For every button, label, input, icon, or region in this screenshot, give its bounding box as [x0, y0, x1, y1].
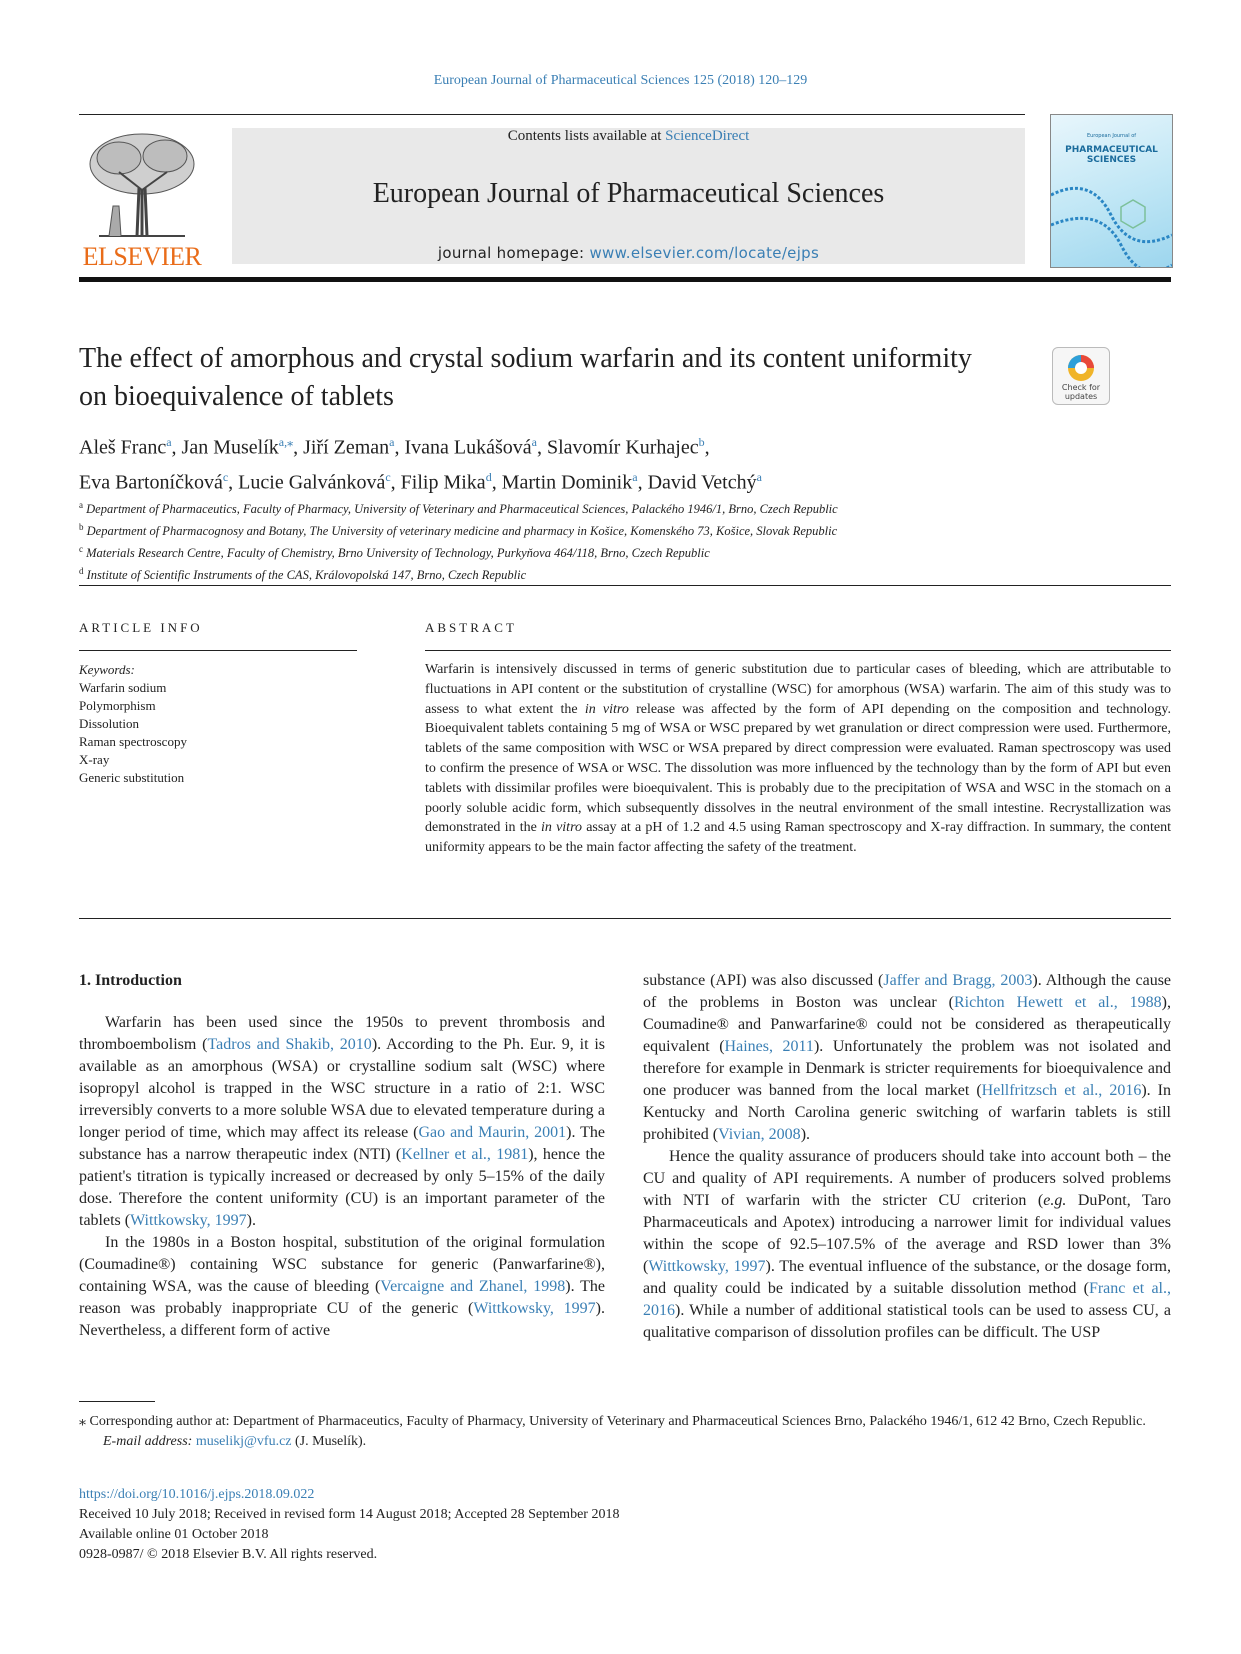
author-name: Jiří Zeman: [303, 436, 390, 459]
author-name: Eva Bartoníčková: [79, 471, 223, 494]
body-text: ). While a number of additional statistical tools can be used to assess CU, a qualitative comparison of dissolution profiles can be difficult. The USP: [643, 1302, 1171, 1341]
keywords-block: [79, 661, 359, 787]
publication-info: [79, 1485, 979, 1565]
journal-name: European Journal of Pharmaceutical Sciences: [372, 178, 885, 209]
citation-link[interactable]: Wittkowsky, 1997: [473, 1300, 596, 1317]
author-name: Jan Muselík: [181, 436, 279, 459]
citation-link[interactable]: Haines, 2011: [724, 1038, 814, 1055]
journal-cover-thumbnail[interactable]: [1050, 114, 1173, 268]
check-updates-icon: [1053, 348, 1109, 388]
author-affil-mark[interactable]: b: [698, 435, 705, 449]
abstract-italic: in vitro: [541, 820, 583, 836]
homepage-link[interactable]: www.elsevier.com/locate/ejps: [589, 244, 820, 262]
body-text: ). Nevertheless, a different form of active: [79, 1300, 605, 1339]
citation-link[interactable]: Tadros and Shakib, 2010: [207, 1036, 372, 1053]
affiliation-mark: a: [79, 500, 83, 510]
body-paragraph: [79, 1012, 605, 1232]
citation-link[interactable]: Kellner et al., 1981: [401, 1146, 529, 1163]
author-affil-mark[interactable]: c: [222, 469, 229, 484]
author-line-2: Eva Bartoníčková$^c$, Lucie Galvánková$^c$, Filip Mika$^d$, Martin Dominik$^a$, David Vetchý$^a$: [79, 469, 762, 494]
body-paragraph: [643, 1146, 1171, 1344]
email-line: [79, 1432, 1171, 1452]
header-thick-divider: [79, 277, 1171, 282]
author-name: Slavomír Kurhajec: [547, 436, 699, 459]
body-text: ). Unfortunately the problem was not isolated and therefore for example in Denmark is stricter requirements for bioequivalence and one producer was banned from the local market (: [643, 1038, 1172, 1099]
body-text: In the 1980s in a Boston hospital, substitution of the original formulation (Coumadine®) containing WSC substance for generic (Panwarfarine®), containing WSA, was the cause of bleeding (: [79, 1234, 605, 1295]
affiliation-item: [79, 540, 1171, 562]
affiliation-mark: c: [79, 544, 83, 555]
body-text: ), hence the patient's titration is typically increased or decreased by only 5–15% of the daily dose. Therefore the content uniformity (CU) is an important parameter of the tablets (: [79, 1146, 605, 1229]
keyword-item: Polymorphism: [79, 698, 156, 713]
check-updates-label: Check for updates: [1061, 383, 1101, 401]
abstract-segment: assay at a pH of 1.2 and 4.5 using Raman spectroscopy and X-ray diffraction. In summary, the content uniformity appears to be the main factor affecting the safety of the treatment.: [425, 820, 1172, 856]
abstract-segment: Warfarin is intensively discussed in terms of generic substitution due to particular cases of bleeding, which are attributable to fluctuations in API content or the substitution of crystalline (WSC) for amorphous (WSA) warfarin. The aim of this study was to assess to what extent the: [425, 662, 1171, 717]
introduction-heading: 1. Introduction: [79, 972, 182, 989]
author-name: Ivana Lukášová: [404, 436, 532, 459]
affiliation-text: Department of Pharmaceutics, Faculty of Pharmacy, University of Veterinary and Pharmaceutical Sciences, Palackého 1946/1, Brno, Czech Republic: [86, 502, 838, 517]
author-affil-mark[interactable]: a: [389, 435, 395, 449]
top-divider: [79, 114, 1025, 115]
email-label: E-mail address:: [103, 1434, 196, 1449]
abstract-italic: in vitro: [584, 701, 629, 717]
affiliation-text: Materials Research Centre, Faculty of Chemistry, Brno University of Technology, Purkyňova 464/118, Brno, Czech Republic: [86, 546, 710, 561]
body-text: ). In Kentucky and North Carolina generic switching of warfarin tablets is still prohibited (: [643, 1082, 1171, 1143]
citation-link[interactable]: Jaffer and Bragg, 2003: [883, 972, 1033, 989]
body-text: ). The substance has a narrow therapeutic index (NTI) (: [79, 1124, 605, 1163]
author-affil-mark[interactable]: d: [485, 469, 492, 484]
citation-link[interactable]: Wittkowsky, 1997: [648, 1258, 766, 1275]
contents-available-line: [232, 128, 1025, 145]
affiliation-divider: [79, 585, 1171, 586]
sciencedirect-link[interactable]: ScienceDirect: [665, 128, 750, 144]
body-text: DuPont, Taro Pharmaceuticals and Apotex) introducing a narrower limit for individual values within the scope of 92.5–107.5% of the average and RSD lower than 3% (: [643, 1192, 1172, 1275]
body-text: Warfarin has been used since the 1950s to prevent thrombosis and thromboembolism (: [79, 1014, 605, 1053]
body-text: ). Although the cause of the problems in Boston was unclear (: [643, 972, 1172, 1011]
body-column-left: [79, 1012, 605, 1342]
body-paragraph: [643, 970, 1171, 1146]
author-name: Lucie Galvánková: [238, 471, 386, 494]
author-affil-mark[interactable]: c: [385, 469, 391, 484]
journal-homepage-line: [232, 244, 1025, 262]
affiliations-list: [79, 496, 1171, 585]
author-affil-mark[interactable]: a: [632, 469, 638, 484]
author-list: [79, 428, 1079, 497]
body-text: ). The eventual influence of the substance, or the dosage form, and quality could be indicated by a suitable dissolution method (: [643, 1258, 1171, 1297]
contents-prefix: Contents lists available at: [507, 128, 666, 144]
author-affil-mark[interactable]: a: [166, 435, 172, 449]
author-affil-mark[interactable]: a: [756, 469, 762, 484]
email-link[interactable]: muselikj@vfu.cz: [195, 1434, 292, 1449]
abstract-divider: [425, 650, 1171, 651]
author-name: Filip Mika: [400, 471, 486, 494]
author-name: Aleš Franc: [79, 436, 167, 459]
affiliation-item: [79, 496, 1171, 518]
homepage-prefix: journal homepage:: [437, 244, 590, 262]
body-column-right: [643, 970, 1171, 1344]
body-text: ). According to the Ph. Eur. 9, it is available as an amorphous (WSA) or crystalline sodium salt (WSC) where isopropyl alcohol is trapped in the WSC structure in a ratio of 2:1. WSC irreversibly converts to a more soluble WSA due to elevated temperature during a longer period of time, which may affect its release (: [79, 1036, 606, 1141]
citation-link[interactable]: Vivian, 2008: [718, 1126, 801, 1143]
citation-link[interactable]: Hellfritzsch et al., 2016: [981, 1082, 1142, 1099]
article-info-heading: ARTICLE INFO: [79, 620, 203, 635]
corresponding-author-text: ⁎ Corresponding author at: Department of Pharmaceutics, Faculty of Pharmacy, University of Veterinary and Pharmaceutical Sciences Brno, Palackého 1946/1, 612 42 Brno, Czech Republic.: [79, 1414, 1146, 1429]
body-text: ).: [800, 1126, 811, 1143]
author-name: David Vetchý: [647, 471, 757, 494]
citation-link[interactable]: Franc et al., 2016: [643, 1280, 1171, 1319]
abstract-segment: release was affected by the form of API depending on the composition and technology. Bioequivalent tablets containing 5 mg of WSA or WSC prepared by wet granulation or direct compression were used. Furthermore, tablets of the same composition with WSC or WSA prepared by direct compression were evaluated. Raman spectroscopy was used to confirm the presence of WSA or WSC. The dissolution was more influenced by the technology than by the form of API but even tablets with dissimilar profiles were bioequivalent. This is probably due to the precipitation of WSA and WSC in the stomach on a poorly soluble acidic form, which subsequently dissolves in the neutral environment of the small intestine. Recrystallization was demonstrated in the: [425, 701, 1171, 836]
elsevier-wordmark: ELSEVIER: [82, 242, 202, 271]
citation-link[interactable]: Vercaigne and Zhanel, 1998: [380, 1278, 566, 1295]
body-text: substance (API) was also discussed (: [643, 972, 884, 989]
affiliation-mark: b: [79, 522, 84, 533]
affiliation-item: [79, 562, 1171, 584]
received-dates: Received 10 July 2018; Received in revised form 14 August 2018; Accepted 28 September 2018: [79, 1507, 620, 1522]
copyright-line: 0928-0987/ © 2018 Elsevier B.V. All rights reserved.: [79, 1547, 378, 1562]
author-name: Martin Dominik: [501, 471, 633, 494]
keyword-item: Raman spectroscopy: [79, 734, 187, 749]
email-suffix: (J. Muselík).: [291, 1434, 367, 1449]
journal-reference-link[interactable]: European Journal of Pharmaceutical Sciences 125 (2018) 120–129: [433, 73, 808, 88]
body-text: ).: [246, 1212, 256, 1229]
keyword-item: X-ray: [79, 752, 110, 767]
footnote-divider: [79, 1401, 155, 1402]
article-title: The effect of amorphous and crystal sodium warfarin and its content uniformity on bioequivalence of tablets: [79, 343, 972, 412]
affiliation-mark: d: [79, 566, 84, 577]
cover-title: PHARMACEUTICAL SCIENCES: [1065, 145, 1158, 165]
author-line-1: Aleš Franc$^a$, Jan Muselík$^{a,⁎}$, Jiří Zeman$^a$, Ivana Lukášová$^a$, Slavomír Kurhajec$^b$,: [79, 435, 710, 459]
author-affil-mark[interactable]: a: [531, 435, 537, 449]
affiliation-text: Department of Pharmacognosy and Botany, The University of veterinary medicine and pharmacy in Košice, Komenského 73, Košice, Slovak Republic: [86, 524, 838, 539]
keywords-label: Keywords:: [79, 662, 135, 677]
affiliation-text: Institute of Scientific Instruments of the CAS, Královopolská 147, Brno, Czech Republic: [86, 568, 527, 583]
keyword-item: Warfarin sodium: [79, 680, 167, 695]
cover-small-text: European Journal of: [1086, 133, 1137, 139]
corresponding-author-footnote: [79, 1412, 1171, 1452]
abstract-heading: ABSTRACT: [425, 620, 517, 635]
body-text: ), Coumadine® and Panwarfarine® could not be considered as therapeutically equivalent (: [643, 994, 1171, 1055]
citation-link[interactable]: Gao and Maurin, 2001: [418, 1124, 567, 1141]
citation-link[interactable]: Richton Hewett et al., 1988: [954, 994, 1162, 1011]
keyword-item: Generic substitution: [79, 770, 185, 785]
affiliation-item: [79, 518, 1171, 540]
abstract-text: [425, 660, 1171, 858]
abstract-bottom-divider: [79, 918, 1171, 919]
keyword-item: Dissolution: [79, 716, 139, 731]
body-text: ). The reason was probably inappropriate CU of the generic (: [79, 1278, 606, 1317]
body-paragraph: [79, 1232, 605, 1342]
body-text: Hence the quality assurance of producers should take into account both – the CU and quality of API requirements. A number of producers solved problems with NTI of warfarin with the stricter CU criterion (: [643, 1148, 1171, 1209]
available-online: Available online 01 October 2018: [79, 1527, 269, 1542]
check-for-updates-button[interactable]: [1052, 347, 1110, 405]
author-affil-mark[interactable]: a,⁎: [278, 435, 294, 449]
article-info-divider: [79, 650, 357, 651]
citation-link[interactable]: Wittkowsky, 1997: [130, 1212, 247, 1229]
doi-link[interactable]: https://doi.org/10.1016/j.ejps.2018.09.022: [79, 1487, 315, 1502]
body-text: e.g.: [1043, 1192, 1067, 1209]
